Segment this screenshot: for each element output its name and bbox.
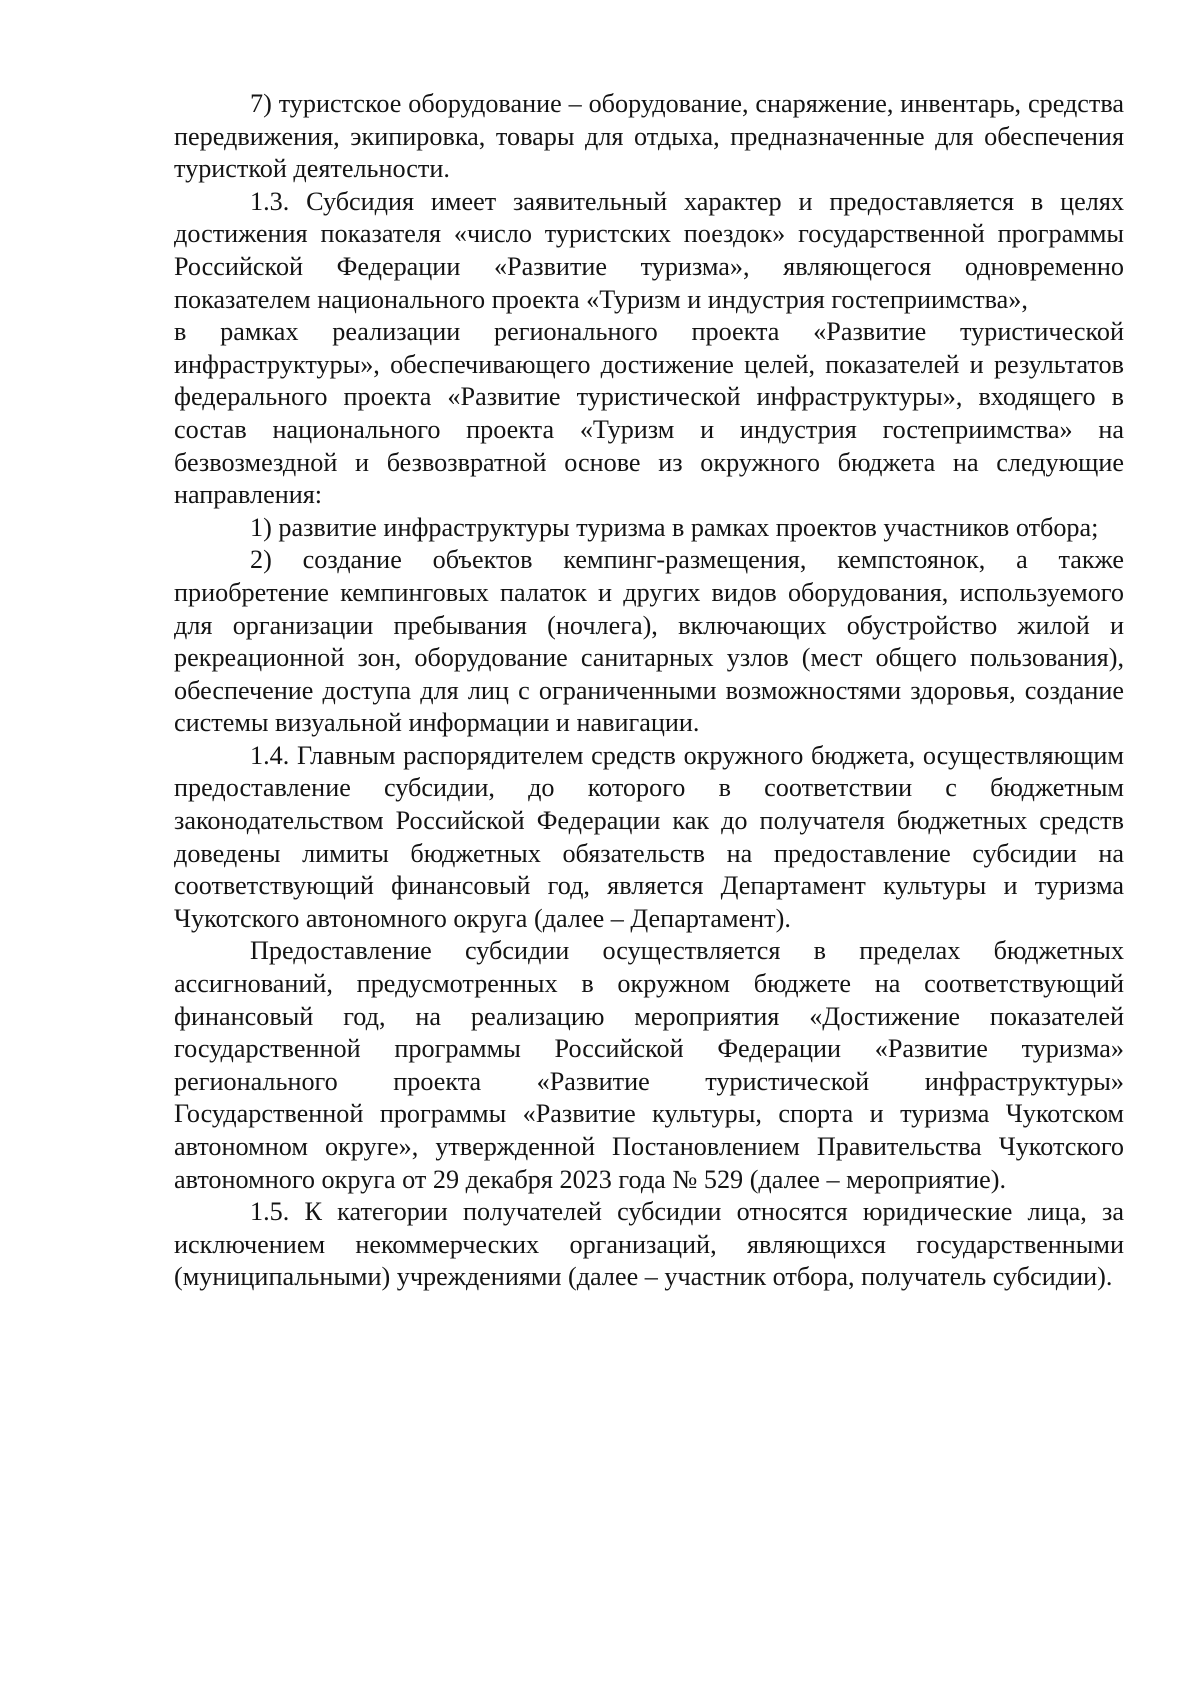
paragraph-direction-1: 1) развитие инфраструктуры туризма в рамках проектов участников отбора; — [250, 512, 1099, 542]
paragraph-section-1-4-funding: Предоставление субсидии осуществляется в пределах бюджетных ассигнований, предусмотренных в окружном бюджете на соответствующий финансовый год, на реализацию мероприятия «Достижение показателей государственной программы Российской Федерации «Развитие туризма» регионального проекта «Развитие туристической инфраструктуры» Государственной программы «Развитие культуры, спорта и туризма Чукотском автономном округе», утвержденной Постановлением Правительства Чукотского автономного округа от 29 декабря 2023 года № 529 (далее – мероприятие). — [174, 936, 1124, 1194]
paragraph-section-1-3-continued: в рамках реализации регионального проекта «Развитие туристической инфраструктуры», обеспечивающего достижение целей, показателей и результатов федерального проекта «Развитие туристической инфраструктуры», входящего в состав национального проекта «Туризм и индустрия гостеприимства» на безвозмездной и безвозвратной основе из окружного бюджета на следующие направления: — [174, 317, 1124, 510]
paragraph-section-1-3: 1.3. Субсидия имеет заявительный характер и предоставляется в целях достижения показателя «число туристских поездок» государственной программы Российской Федерации «Развитие туризма», являющегося одновременно показателем национального проекта «Туризм и индустрия гостеприимства», — [174, 186, 1124, 314]
document-page — [174, 88, 1124, 1294]
paragraph-section-1-4: 1.4. Главным распорядителем средств окружного бюджета, осуществляющим предоставление субсидии, до которого в соответствии с бюджетным законодательством Российской Федерации как до получателя бюджетных средств доведены лимиты бюджетных обязательств на предоставление субсидии на соответствующий финансовый год, является Департамент культуры и туризма Чукотского автономного округа (далее – Департамент). — [174, 740, 1124, 933]
paragraph-item-7-tourist-equipment: 7) туристское оборудование – оборудование, снаряжение, инвентарь, средства передвижения, экипировка, товары для отдыха, предназначенные для обеспечения туристкой деятельности. — [174, 89, 1124, 184]
paragraph-section-1-5: 1.5. К категории получателей субсидии относятся юридические лица, за исключением некоммерческих организаций, являющихся государственными (муниципальными) учреждениями (далее – участник отбора, получатель субсидии). — [174, 1197, 1124, 1292]
paragraph-direction-2: 2) создание объектов кемпинг-размещения, кемпстоянок, а также приобретение кемпинговых палаток и других видов оборудования, используемого для организации пребывания (ночлега), включающих обустройство жилой и рекреационной зон, оборудование санитарных узлов (мест общего пользования), обеспечение доступа для лиц с ограниченными возможностями здоровья, создание системы визуальной информации и навигации. — [174, 545, 1124, 738]
